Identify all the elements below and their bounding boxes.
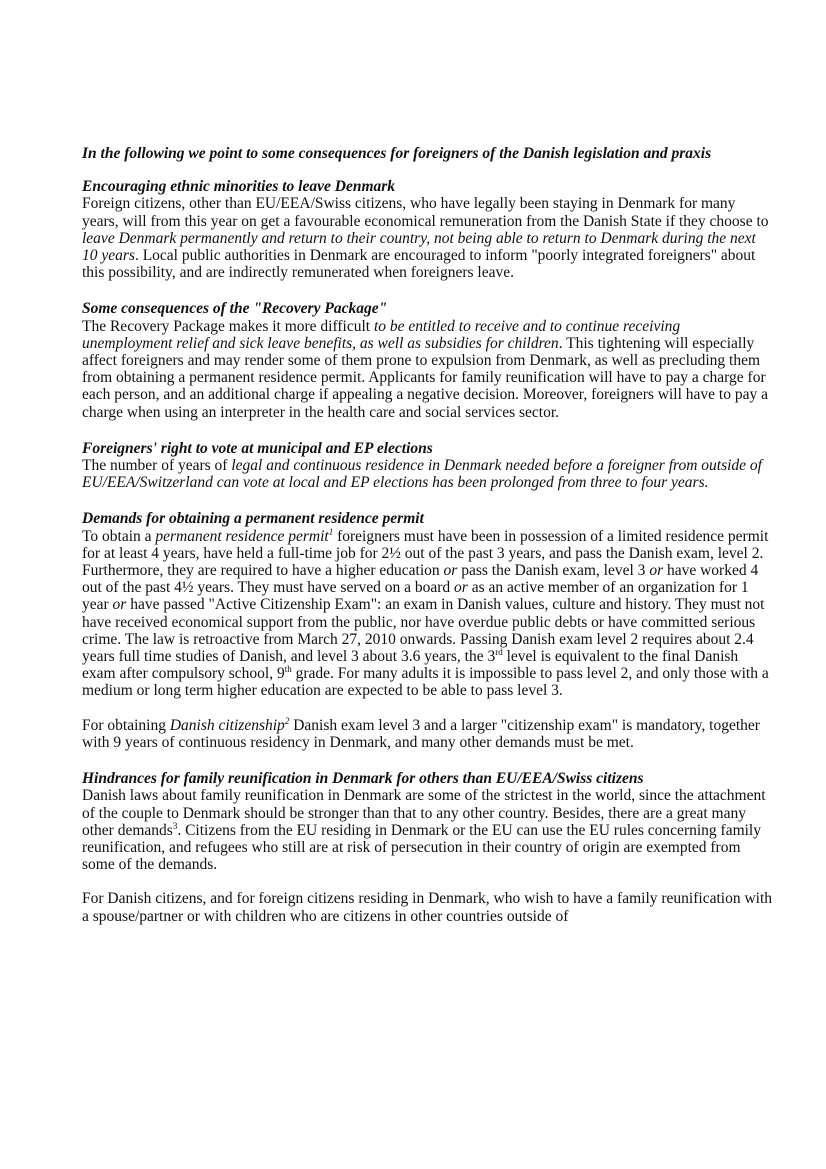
intro-heading: In the following we point to some consequences for foreigners of the Danish legislation and praxis — [82, 145, 712, 162]
section-heading: Some consequences of the "Recovery Package" — [82, 300, 388, 318]
document-body — [82, 145, 772, 944]
section-heading: Demands for obtaining a permanent residence permit — [82, 510, 424, 528]
text-run: . This tightening will especially affect foreigners and may render some of them prone to expulsion from Denmark, as well as precluding them from obtaining a permanent residence permit. Applicants for family reunification will have to pay a charge for each person, and an additional charge if appealing a negative decision. Moreover, foreigners will have to pay a charge when using an interpreter in the health care and social services sector. — [82, 334, 768, 421]
italic-run: leave Denmark permanently and return to their country, not being able to return to Denmark during the next 10 years — [82, 229, 756, 265]
italic-run: to be entitled to receive and to continue receiving unemployment relief and sick leave benefits, as well as subsidies for children — [82, 317, 681, 352]
section-paragraph — [82, 717, 772, 751]
ordinal-suffix: rd — [495, 646, 503, 657]
section-recovery-package — [82, 300, 772, 420]
section-heading: Encouraging ethnic minorities to leave Denmark — [82, 178, 396, 196]
italic-run: or — [112, 596, 127, 614]
italic-run: or — [443, 562, 458, 580]
text-run: pass the Danish exam, level 3 — [457, 562, 650, 580]
section-right-to-vote — [82, 440, 772, 492]
italic-run: legal and continuous residence in Denmark needed before a foreigner from outside of EU/EEA/Switzerland can vote at local and EP elections has been prolonged from three to four years. — [82, 457, 762, 492]
text-run: level is equivalent to the final Danish exam after compulsory school, 9 — [82, 648, 739, 683]
footnote-marker: 1 — [328, 526, 334, 537]
text-run: . Local public authorities in Denmark are encouraged to inform "poorly integrated foreigners" about this possibility, and are indirectly remunerated when foreigners leave. — [82, 247, 756, 282]
text-run: grade. For many adults it is impossible to pass level 2, and only those with a medium or long term higher education are expected to be able to pass level 3. — [82, 665, 769, 700]
section-permanent-residence — [82, 510, 772, 751]
text-run: Danish exam level 3 and a larger "citizenship exam" is mandatory, together with 9 years of continuous residency in Denmark, and many other demands must be met. — [82, 716, 760, 751]
section-leave-denmark — [82, 178, 772, 281]
text-run: have passed "Active Citizenship Exam": an exam in Danish values, culture and history. They must not have received economical support from the public, nor have overdue public debts or have committed serious crime. The law is retroactive from March 27, 2010 onwards. Passing Danish exam level 2 requires about 2.4 years full time studies of Danish, and level 3 about 3.6 years, the 3 — [82, 596, 765, 666]
text-run: The Recovery Package makes it more difficult — [82, 317, 374, 335]
section-paragraph — [82, 457, 772, 491]
footnote-marker: 3 — [172, 820, 178, 831]
section-paragraph — [82, 787, 772, 873]
section-paragraph — [82, 528, 772, 700]
section-family-reunification — [82, 770, 772, 925]
text-run: as an active member of an organization for 1 year — [82, 579, 749, 614]
text-run: For obtaining — [82, 716, 170, 734]
text-run: Danish laws about family reunification in Denmark are some of the strictest in the world, since the attachment of the couple to Denmark should be stronger than that to any other country. Besides, there are a great many other demands — [82, 787, 766, 839]
italic-run: permanent residence permit — [155, 527, 329, 545]
section-paragraph — [82, 195, 772, 281]
ordinal-suffix: th — [284, 664, 292, 675]
italic-run: or — [649, 562, 664, 580]
section-heading: Foreigners' right to vote at municipal and EP elections — [82, 439, 433, 457]
text-run: Foreign citizens, other than EU/EEA/Swiss citizens, who have legally been staying in Denmark for many years, will from this year on get a favourable economical remuneration from the Danish State if they choose to — [82, 195, 769, 230]
text-run: To obtain a — [82, 527, 156, 545]
section-paragraph: For Danish citizens, and for foreign citizens residing in Denmark, who wish to have a family reunification with a spouse/partner or with children who are citizens in other countries outside of — [82, 890, 772, 925]
section-heading: Hindrances for family reunification in Denmark for others than EU/EEA/Swiss citizens — [82, 770, 644, 788]
section-paragraph — [82, 318, 772, 421]
italic-run: Danish citizenship — [169, 716, 285, 734]
text-run: . Citizens from the EU residing in Denmark or the EU can use the EU rules concerning family reunification, and refugees who still are at risk of persecution in their country of origin are exempted from some of the demands. — [82, 821, 761, 874]
italic-run: or — [454, 579, 468, 597]
text-run: have worked 4 out of the past 4½ years. They must have served on a board — [82, 562, 759, 597]
text-run: foreigners must have been in possession of a limited residence permit for at least 4 years, have held a full-time job for 2½ out of the past 3 years, and pass the Danish exam, level 2. Furthermore, they are required to have a higher education — [82, 527, 769, 580]
footnote-marker: 2 — [284, 715, 290, 726]
text-run: The number of years of — [82, 457, 232, 475]
